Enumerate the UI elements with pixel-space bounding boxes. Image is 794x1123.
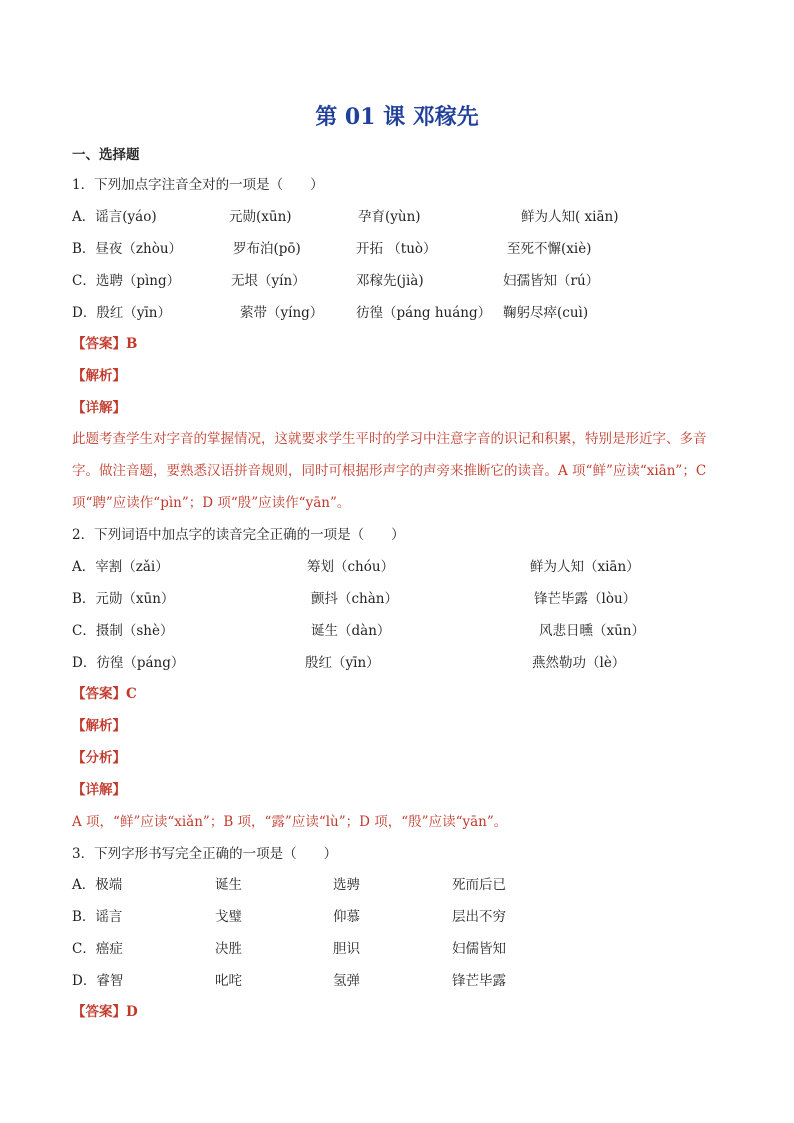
q2-option-a-3: 鲜为人知（xiān） — [530, 559, 640, 575]
q3-option-c-3: 胆识 — [333, 941, 360, 957]
q3-option-c-4: 妇儒皆知 — [452, 941, 506, 957]
q1-option-c-3: 邓稼先(jià) — [356, 273, 424, 289]
q2-option-a-2: 筹划（chóu） — [307, 559, 395, 575]
q1-option-d-4: 鞠躬尽瘁(cuì) — [503, 305, 589, 321]
q2-option-b-1: B．元勋（xūn） — [72, 591, 175, 607]
q1-option-b-1: B．昼夜（zhòu） — [72, 241, 183, 257]
q2-option-b-2: 颤抖（chàn） — [311, 591, 398, 607]
q1-option-a-3: 孕育(yùn) — [358, 209, 421, 225]
q1-option-d-1: D．殷红（yīn） — [72, 305, 171, 321]
q3-stem: 3．下列字形书写完全正确的一项是（ ） — [72, 846, 338, 862]
q1-option-b-4: 至死不懈(xiè) — [507, 241, 592, 257]
q3-option-d-4: 锋芒毕露 — [452, 973, 506, 989]
q2-option-d-1: D．彷徨（páng） — [72, 655, 185, 671]
q2-answer: 【答案】C — [72, 686, 137, 702]
q2-option-c-2: 诞生（dàn） — [311, 623, 391, 639]
q1-option-d-3: 彷徨（páng huáng） — [356, 305, 492, 321]
q2-option-d-3: 燕然勒功（lè） — [532, 655, 626, 671]
q2-option-c-1: C．摄制（shè） — [72, 623, 174, 639]
q1-analysis-label: 【解析】 — [72, 368, 126, 384]
q2-analysis-label: 【解析】 — [72, 718, 126, 734]
q3-option-c-2: 决胜 — [215, 941, 242, 957]
q3-option-b-2: 戈璧 — [215, 909, 242, 925]
q1-stem: 1．下列加点字注音全对的一项是（ ） — [72, 177, 324, 193]
q1-option-b-2: 罗布泊(pō) — [233, 241, 301, 257]
q3-option-d-3: 氢弹 — [333, 973, 360, 989]
q2-option-d-2: 殷红（yīn） — [305, 655, 380, 671]
q3-option-a-4: 死而后已 — [452, 877, 506, 893]
section-heading: 一、选择题 — [72, 147, 140, 163]
q2-explanation: A 项，“鲜”应读“xiǎn”；B 项，“露”应读“lù”；D 项，“殷”应读“yān”。 — [72, 814, 508, 830]
q3-option-d-2: 叱咤 — [215, 973, 242, 989]
q3-option-a-3: 选骋 — [333, 877, 360, 893]
q1-option-a-1: A．谣言(yáo) — [72, 209, 157, 225]
q1-option-b-3: 开拓 （tuò） — [356, 241, 437, 257]
page-title: 第 01 课 邓稼先 — [315, 104, 479, 130]
q1-option-c-4: 妇孺皆知（rú） — [503, 273, 600, 289]
q3-option-b-3: 仰慕 — [333, 909, 360, 925]
q1-option-c-2: 无垠（yín） — [231, 273, 306, 289]
q1-option-a-2: 元勋(xūn) — [229, 209, 292, 225]
q2-stem: 2．下列词语中加点字的读音完全正确的一项是（ ） — [72, 527, 405, 543]
q1-explanation: 此题考查学生对字音的掌握情况，这就要求学生平时的学习中注意字音的识记和积累，特别是形近字、多音字。做注音题，要熟悉汉语拼音规则，同时可根据形声字的声旁来推断它的读音。A 项“鲜”应读“xiān”；C 项“聘”应读作“pìn”；D 项“殷”应读作“yān”。 — [72, 431, 707, 511]
q3-option-c-1: C．癌症 — [72, 941, 123, 957]
q3-option-b-1: B．谣言 — [72, 909, 123, 925]
q2-option-b-3: 锋芒毕露（lòu） — [534, 591, 637, 607]
q2-option-c-3: 风悲日曛（xūn） — [539, 623, 646, 639]
q3-option-a-1: A．极端 — [72, 877, 123, 893]
q3-answer: 【答案】D — [72, 1004, 138, 1020]
q3-option-a-2: 诞生 — [215, 877, 242, 893]
q1-option-a-4: 鲜为人知( xiān) — [521, 209, 619, 225]
q1-option-c-1: C．选聘（pìng） — [72, 273, 181, 289]
q2-detail-label: 【详解】 — [72, 782, 126, 798]
q3-option-d-1: D．睿智 — [72, 973, 124, 989]
q2-option-a-1: A．宰割（zǎi） — [72, 559, 169, 575]
q3-option-b-4: 层出不穷 — [452, 909, 506, 925]
q1-detail-label: 【详解】 — [72, 400, 126, 416]
q1-answer: 【答案】B — [72, 336, 138, 352]
q1-option-d-2: 萦带（yíng） — [240, 305, 324, 321]
q2-fenxi-label: 【分析】 — [72, 750, 126, 766]
